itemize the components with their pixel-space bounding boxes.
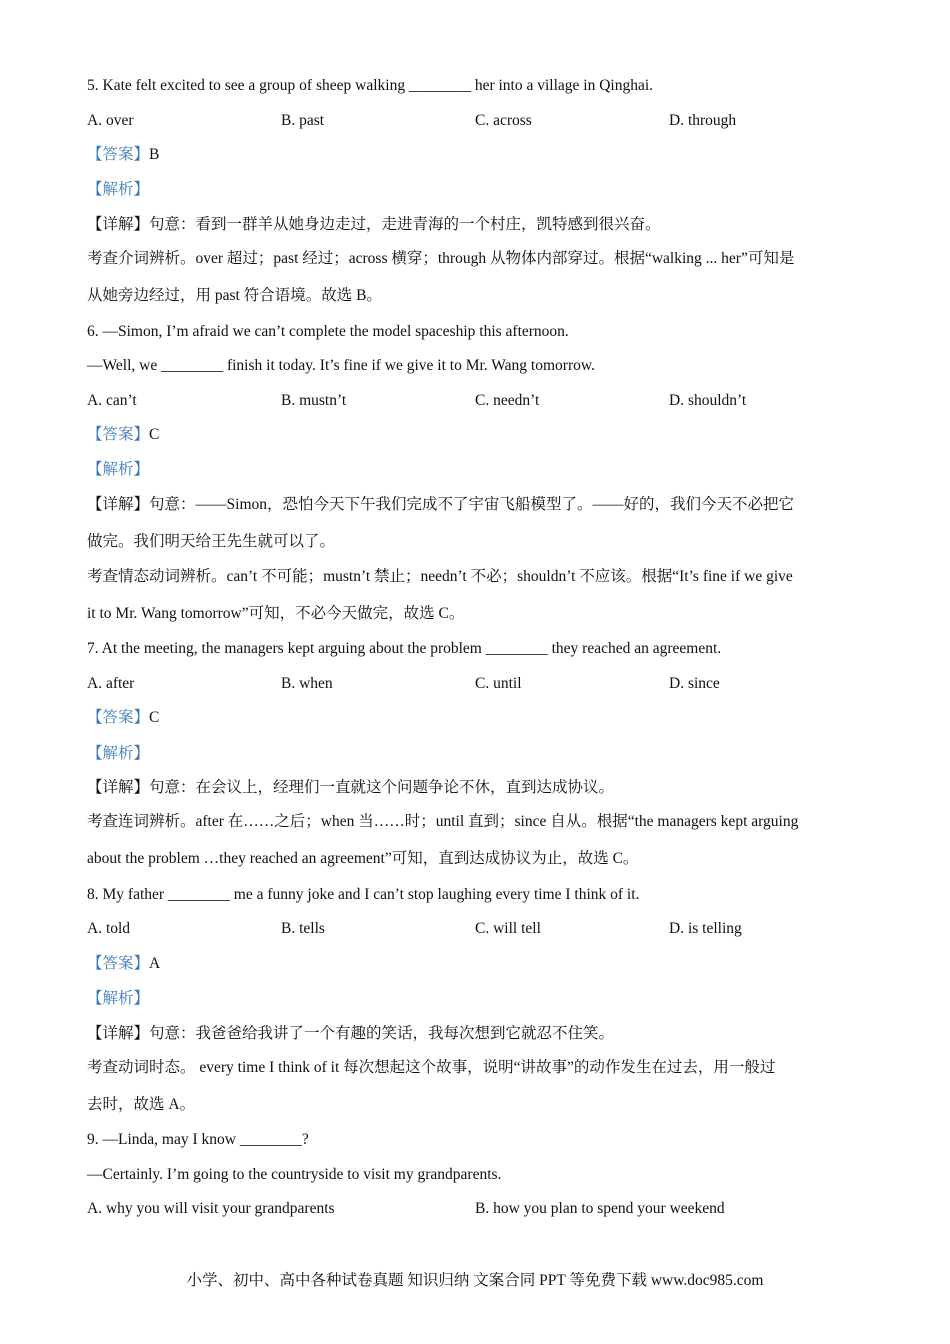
explain-line: 考查情态动词辨析。can’t 不可能；mustn’t 禁止；needn’t 不必；shouldn’t 不应该。根据“It’s fine if we give [87, 568, 793, 585]
detail-tag: 【详解】 [87, 216, 150, 233]
option-b: B. how you plan to spend your weekend [475, 1200, 725, 1217]
explain-line: about the problem …they reached an agreement”可知，直到达成协议为止，故选 C。 [87, 850, 639, 867]
explain-line: 考查介词辨析。over 超过；past 经过；across 横穿；through 从物体内部穿过。根据“walking ... her”可知是 [87, 250, 795, 267]
explain-line: 去时，故选 A。 [87, 1096, 196, 1113]
answer-value: A [149, 955, 161, 972]
question-5-stem: 5. Kate felt excited to see a group of sheep walking ________ her into a village in Qinghai. [87, 77, 654, 94]
answer-tag: 【答案】 [87, 709, 150, 726]
option-c: C. will tell [475, 920, 541, 937]
option-b: B. when [281, 675, 333, 692]
question-7-stem: 7. At the meeting, the managers kept arguing about the problem ________ they reached an agreement. [87, 640, 722, 657]
option-d: D. since [669, 675, 720, 692]
question-7-detail [87, 778, 614, 798]
explain-line: it to Mr. Wang tomorrow”可知，不必今天做完，故选 C。 [87, 605, 465, 622]
question-9-stem-reply: —Certainly. I’m going to the countryside to visit my grandparents. [87, 1166, 502, 1183]
question-8-detail [87, 1024, 614, 1044]
explain-line: 做完。我们明天给王先生就可以了。 [87, 533, 336, 550]
answer-tag: 【答案】 [87, 146, 150, 163]
answer-value: C [149, 709, 160, 726]
option-b: B. mustn’t [281, 392, 347, 409]
detail-tag: 【详解】 [87, 1025, 150, 1042]
explain-line: 句意：我爸爸给我讲了一个有趣的笑话，我每次想到它就忍不住笑。 [149, 1025, 615, 1042]
analysis-tag: 【解析】 [87, 990, 150, 1007]
explain-line: 考查连词辨析。after 在……之后；when 当……时；until 直到；since 自从。根据“the managers kept arguing [87, 813, 799, 830]
analysis-tag: 【解析】 [87, 461, 150, 478]
question-5-options [87, 111, 867, 131]
question-6-stem: 6. —Simon, I’m afraid we can’t complete the model spaceship this afternoon. [87, 323, 569, 340]
analysis-tag: 【解析】 [87, 181, 150, 198]
explain-line: 句意：——Simon，恐怕今天下午我们完成不了宇宙飞船模型了。——好的，我们今天不必把它 [149, 496, 795, 513]
question-8-stem: 8. My father ________ me a funny joke and I can’t stop laughing every time I think of it. [87, 886, 640, 903]
answer-value: C [149, 426, 160, 443]
question-5-detail [87, 215, 661, 235]
option-a: A. over [87, 112, 134, 129]
option-c: C. until [475, 675, 522, 692]
answer-value: B [149, 146, 160, 163]
question-9-stem: 9. —Linda, may I know ________? [87, 1131, 309, 1148]
option-d: D. is telling [669, 920, 742, 937]
answer-tag: 【答案】 [87, 426, 150, 443]
question-7-options [87, 674, 867, 694]
question-9-options [87, 1199, 867, 1219]
explain-line: 句意：看到一群羊从她身边走过，走进青海的一个村庄，凯特感到很兴奋。 [149, 216, 661, 233]
question-7-answer [87, 708, 159, 728]
question-5-answer [87, 145, 159, 165]
option-d: D. shouldn’t [669, 392, 747, 409]
explain-line: 从她旁边经过，用 past 符合语境。故选 B。 [87, 287, 382, 304]
option-b: B. past [281, 112, 325, 129]
option-c: C. needn’t [475, 392, 540, 409]
explain-line: 考查动词时态。 every time I think of it 每次想起这个故事，说明“讲故事”的动作发生在过去，用一般过 [87, 1059, 776, 1076]
question-8-answer [87, 954, 160, 974]
option-d: D. through [669, 112, 737, 129]
option-a: A. after [87, 675, 135, 692]
option-b: B. tells [281, 920, 325, 937]
question-6-options [87, 391, 867, 411]
question-6-detail [87, 495, 794, 515]
option-a: A. why you will visit your grandparents [87, 1200, 335, 1217]
option-a: A. can’t [87, 392, 137, 409]
analysis-tag: 【解析】 [87, 745, 150, 762]
answer-tag: 【答案】 [87, 955, 150, 972]
option-c: C. across [475, 112, 532, 129]
detail-tag: 【详解】 [87, 496, 150, 513]
question-6-answer [87, 425, 159, 445]
explain-line: 句意：在会议上，经理们一直就这个问题争论不休，直到达成协议。 [149, 779, 615, 796]
question-6-stem-reply: —Well, we ________ finish it today. It’s fine if we give it to Mr. Wang tomorrow. [87, 357, 595, 374]
option-a: A. told [87, 920, 131, 937]
page-footer: 小学、初中、高中各种试卷真题 知识归纳 文案合同 PPT 等免费下载 www.doc985.com [186, 1272, 764, 1289]
question-8-options [87, 919, 867, 939]
detail-tag: 【详解】 [87, 779, 150, 796]
